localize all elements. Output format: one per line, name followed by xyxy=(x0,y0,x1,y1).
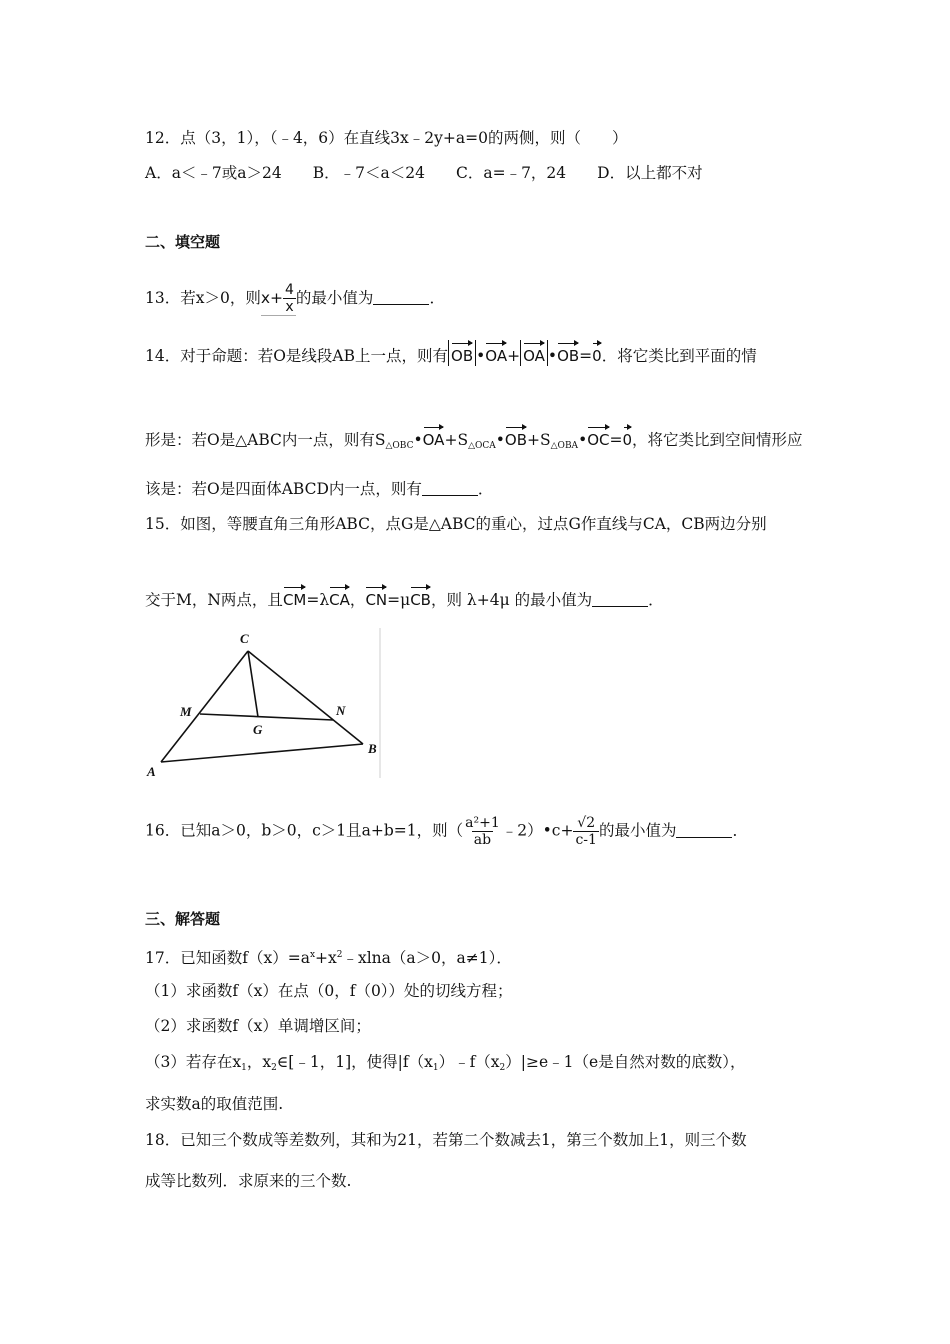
q12-stem: 12．点（3，1），（﹣4，6）在直线3x﹣2y+a=0的两侧，则（ ） xyxy=(145,129,628,147)
dot-op: • xyxy=(413,431,423,449)
segment-cg xyxy=(248,651,258,717)
subscript-obc: △OBC xyxy=(385,441,414,451)
side-ca xyxy=(161,651,248,762)
q13-line xyxy=(145,282,445,316)
side-ab xyxy=(161,744,363,762)
q14-abs-ob xyxy=(448,340,476,366)
subscript-2: 2 xyxy=(499,1063,506,1073)
q15-line1: 15．如图，等腰直角三角形ABC，点G是△ABC的重心，过点G作直线与CA，CB两边分别 xyxy=(145,515,767,533)
q16-frac2-num: √2 xyxy=(577,815,596,831)
subscript-2: 2 xyxy=(271,1063,277,1073)
q17-p3-c: ∈[﹣1，1]，使得|f（x xyxy=(276,1053,433,1071)
vector-cb: CB xyxy=(410,584,431,610)
q16-fraction-2 xyxy=(573,815,598,848)
q17-stem-prefix: 17．已知函数f（x）=a xyxy=(145,949,310,967)
vector-oa: OA xyxy=(485,340,507,366)
q14-line1-prefix: 14．对于命题：若O是线段AB上一点，则有 xyxy=(145,347,449,365)
subscript-1: 1 xyxy=(241,1063,247,1073)
q17-plus-x: +x xyxy=(315,949,337,967)
q15-line2-prefix: 交于M，N两点，且 xyxy=(145,591,283,609)
q13-suffix: 的最小值为 xyxy=(295,289,374,307)
q15-end: ． xyxy=(648,591,664,609)
q14-line3 xyxy=(145,479,493,499)
dot-op: • xyxy=(547,347,558,365)
q14-end: ． xyxy=(477,480,494,498)
vector-oa: OA xyxy=(523,340,545,366)
q12-options: A．a＜﹣7或a＞24 B．﹣7＜a＜24 C．a=﹣7，24 D．以上都不对 xyxy=(145,164,703,182)
vector-oa: OA xyxy=(423,424,445,450)
q17-stem xyxy=(145,945,512,968)
zero-vector: 0 xyxy=(623,424,633,450)
q14-abs-oa xyxy=(520,340,548,366)
comma: ， xyxy=(349,591,366,609)
q17-p3-a: （3）若存在x xyxy=(145,1053,242,1071)
q13-fraction xyxy=(283,282,296,315)
vector-ob: OB xyxy=(451,340,473,366)
q13-expr-left: x+ xyxy=(260,289,283,307)
superscript-x: x xyxy=(309,950,316,960)
q16-answer-blank xyxy=(676,823,732,838)
q13-expression xyxy=(261,282,296,316)
label-m: M xyxy=(180,704,192,719)
q16-frac2-den: c-1 xyxy=(575,832,597,848)
q18-line2: 成等比数列．求原来的三个数. xyxy=(145,1172,352,1190)
dot-op: • xyxy=(578,431,588,449)
q17-part2: （2）求函数f（x）单调增区间； xyxy=(145,1017,371,1035)
area-symbol: S xyxy=(457,431,469,449)
vector-oc: OC xyxy=(587,424,609,450)
label-g: G xyxy=(253,722,263,737)
q16-frac1-den: ab xyxy=(473,832,492,848)
q14-line1-suffix: ．将它类比到平面的情 xyxy=(601,347,757,365)
q17-part1: （1）求函数f（x）在点（0，f（0））处的切线方程； xyxy=(145,982,513,1000)
q17-part3-line2: 求实数a的取值范围. xyxy=(145,1095,284,1113)
plus-op: + xyxy=(507,347,521,365)
q17-p3-b: ，x xyxy=(246,1053,272,1071)
q13-frac-num: 4 xyxy=(285,282,294,298)
q16-end: ． xyxy=(732,821,748,840)
label-b: B xyxy=(368,741,377,756)
label-n: N xyxy=(336,703,346,718)
subscript-oca: △OCA xyxy=(468,441,496,451)
subscript-1: 1 xyxy=(432,1063,439,1073)
q17-part3 xyxy=(145,1052,745,1078)
q13-answer-blank xyxy=(373,290,429,305)
zero-vector: 0 xyxy=(592,340,602,366)
vector-ob: OB xyxy=(557,340,579,366)
q15-line2-mid: ，则 λ+4μ 的最小值为 xyxy=(430,591,593,609)
section-fill-in-heading: 二、填空题 xyxy=(145,233,221,251)
area-symbol: S xyxy=(540,431,551,449)
vector-cm: CM xyxy=(283,584,306,610)
q16-line xyxy=(145,815,748,848)
q16-fraction-1 xyxy=(463,815,502,848)
label-c: C xyxy=(240,631,249,646)
dot-op: • xyxy=(495,431,505,449)
q16-prefix: 16．已知a＞0，b＞0，c＞1且a+b=1，则（ xyxy=(145,821,464,840)
equals-op: = xyxy=(609,431,623,449)
q13-end: ． xyxy=(429,289,445,307)
vector-ob: OB xyxy=(505,424,527,450)
superscript-2: 2 xyxy=(336,950,343,960)
section-answer-heading: 三、解答题 xyxy=(145,910,221,928)
q14-line2-suffix: ，将它类比到空间情形应 xyxy=(632,431,803,449)
label-a: A xyxy=(147,764,156,778)
q13-prefix: 13．若x＞0，则 xyxy=(145,289,261,307)
vector-cn: CN xyxy=(365,584,387,610)
q14-answer-blank xyxy=(422,481,478,496)
dot-op: • xyxy=(476,347,486,365)
vector-ca: CA xyxy=(329,584,350,610)
triangle-figure xyxy=(140,628,385,778)
side-cb xyxy=(248,651,363,744)
segment-mn xyxy=(200,714,333,720)
q16-mid: ﹣2）•c+ xyxy=(501,821,574,840)
plus-op: + xyxy=(444,431,458,449)
q14-line2-prefix: 形是：若O是△ABC内一点，则有 xyxy=(145,431,375,449)
q16-frac1-num: a²+1 xyxy=(465,815,500,831)
eq-mu: =μ xyxy=(387,591,411,609)
q17-stem-suffix: ﹣xlna（a＞0，a≠1）． xyxy=(342,949,512,967)
q17-p3-e: ）|≥e﹣1（e是自然对数的底数）， xyxy=(505,1053,746,1071)
q14-line2 xyxy=(145,424,803,456)
plus-op: + xyxy=(527,431,541,449)
q15-answer-blank xyxy=(592,592,648,607)
q13-frac-den: x xyxy=(285,299,294,315)
q14-line3-text: 该是：若O是四面体ABCD内一点，则有 xyxy=(145,480,422,498)
q18-line1: 18．已知三个数成等差数列，其和为21，若第二个数减去1，第三个数加上1，则三个数 xyxy=(145,1131,747,1149)
q15-line2 xyxy=(145,584,664,610)
q17-p3-d: ）﹣f（x xyxy=(438,1053,500,1071)
eq-lambda: =λ xyxy=(306,591,330,609)
area-symbol: S xyxy=(374,431,386,449)
q14-line1 xyxy=(145,340,757,366)
equals-op: = xyxy=(579,347,593,365)
subscript-oba: △OBA xyxy=(550,441,579,451)
q16-suffix: 的最小值为 xyxy=(598,821,677,840)
